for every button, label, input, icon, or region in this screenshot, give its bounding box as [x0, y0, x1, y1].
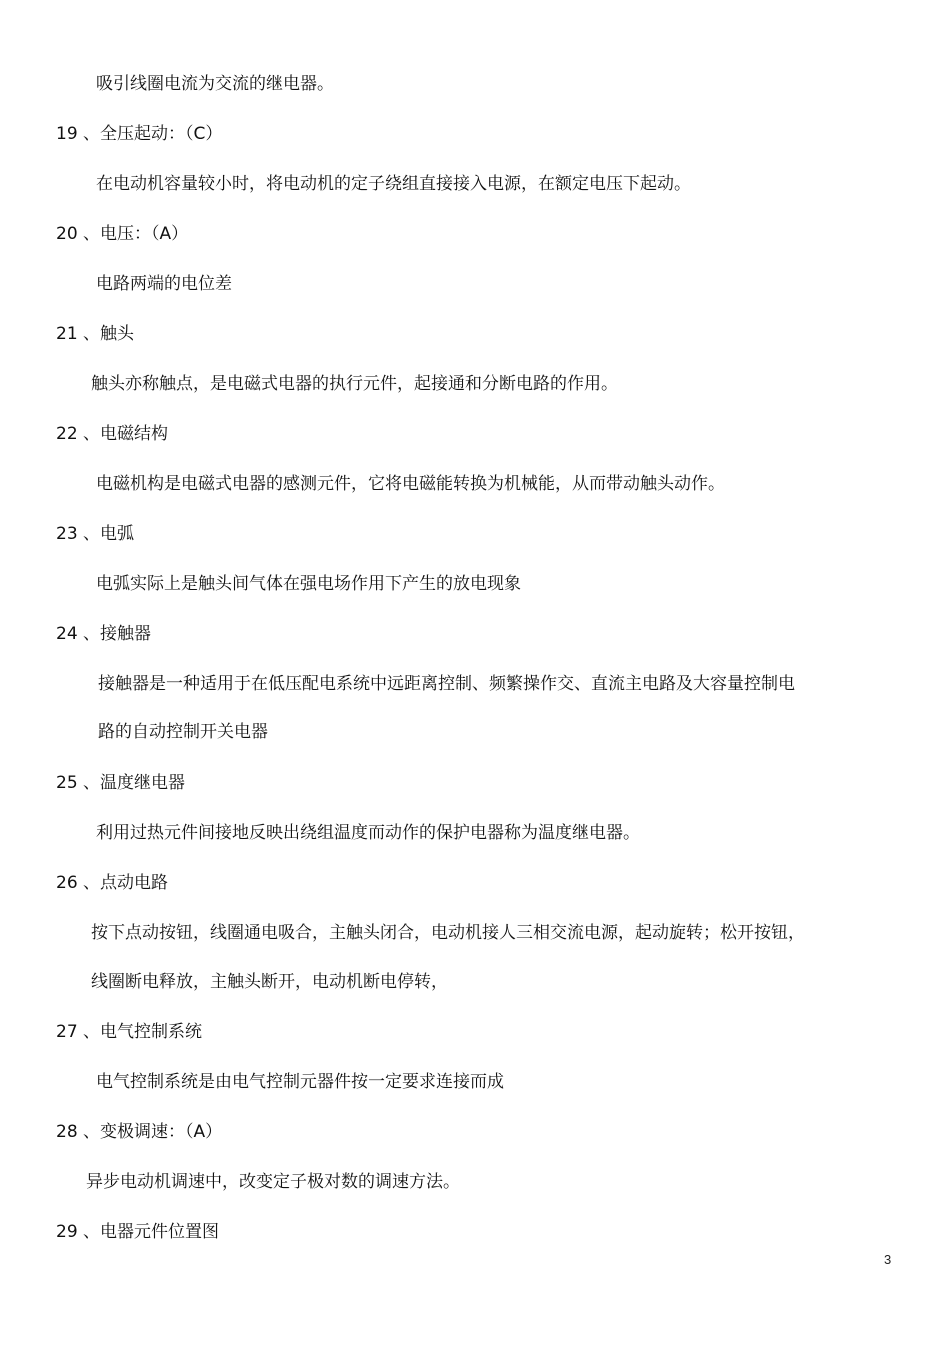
body-line: 接触器是一种适用于在低压配电系统中远距离控制、频繁操作交、直流主电路及大容量控制电: [98, 674, 795, 694]
body-line: 路的自动控制开关电器: [98, 722, 268, 742]
item-heading: 25 、温度继电器: [56, 773, 186, 793]
body-line: 在电动机容量较小时，将电动机的定子绕组直接接入电源，在额定电压下起动。: [96, 174, 691, 194]
item-heading: 24 、接触器: [56, 624, 152, 644]
body-line: 按下点动按钮，线圈通电吸合，主触头闭合，电动机接人三相交流电源，起动旋转；松开按钮，: [91, 923, 805, 943]
item-heading: 29 、电器元件位置图: [56, 1222, 220, 1242]
item-heading: 23 、电弧: [56, 524, 135, 544]
body-line: 利用过热元件间接地反映出绕组温度而动作的保护电器称为温度继电器。: [96, 823, 640, 843]
body-line: 触头亦称触点，是电磁式电器的执行元件，起接通和分断电路的作用。: [91, 374, 618, 394]
item-heading: 27 、电气控制系统: [56, 1022, 203, 1042]
item-heading: 21 、触头: [56, 324, 135, 344]
body-line: 异步电动机调速中，改变定子极对数的调速方法。: [86, 1172, 460, 1192]
item-heading: 20 、电压：（A）: [56, 224, 189, 244]
body-line: 吸引线圈电流为交流的继电器。: [96, 74, 334, 94]
body-line: 线圈断电释放，主触头断开，电动机断电停转，: [91, 972, 448, 992]
page-number: 3: [884, 1252, 892, 1267]
item-heading: 19 、全压起动：（C）: [56, 124, 223, 144]
item-heading: 26 、点动电路: [56, 873, 169, 893]
body-line: 电路两端的电位差: [96, 274, 232, 294]
body-line: 电弧实际上是触头间气体在强电场作用下产生的放电现象: [96, 574, 521, 594]
body-line: 电磁机构是电磁式电器的感测元件，它将电磁能转换为机械能，从而带动触头动作。: [96, 474, 725, 494]
item-heading: 22 、电磁结构: [56, 424, 169, 444]
item-heading: 28 、变极调速：（A）: [56, 1122, 223, 1142]
body-line: 电气控制系统是由电气控制元器件按一定要求连接而成: [96, 1072, 504, 1092]
